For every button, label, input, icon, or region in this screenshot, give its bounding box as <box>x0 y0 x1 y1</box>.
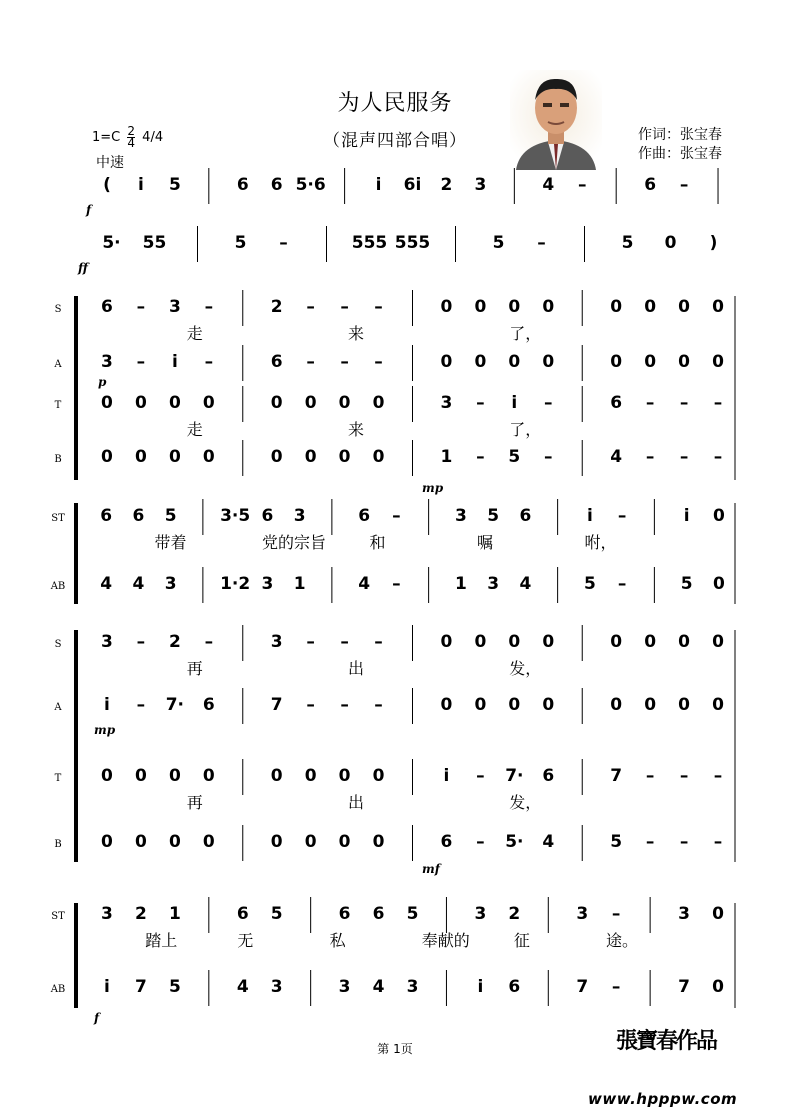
note: 555 <box>394 233 431 253</box>
tempo-marking: 中速 <box>96 155 124 171</box>
part-label-st: ST <box>51 911 65 922</box>
note: 0 <box>474 632 487 652</box>
note: – <box>392 506 401 526</box>
note: – <box>374 632 383 652</box>
note: – <box>679 832 689 852</box>
note: – <box>476 447 485 467</box>
part-label-t: T <box>54 773 62 784</box>
lyric: 了， <box>509 420 542 439</box>
note: 6i <box>403 175 422 195</box>
note: 4 <box>542 175 555 195</box>
note: – <box>136 352 146 372</box>
note: 0 <box>610 632 623 652</box>
note: 0 <box>372 447 385 467</box>
note: 0 <box>304 447 317 467</box>
note: i <box>104 695 110 715</box>
page-number: 第 1页 <box>377 1042 413 1056</box>
composer-seal: 張寶春作品 <box>616 1028 717 1054</box>
note: 7 <box>678 977 691 997</box>
note: 0 <box>270 832 283 852</box>
note: 4 <box>132 574 145 594</box>
lyric: 无 <box>237 931 254 950</box>
note: – <box>340 297 349 317</box>
note: – <box>374 695 383 715</box>
note: 2 <box>134 904 147 924</box>
note: 0 <box>101 766 113 786</box>
note: – <box>611 977 621 997</box>
note: 6 <box>100 506 113 526</box>
lyric: 嘱 <box>477 533 494 552</box>
note: 2 <box>440 175 453 195</box>
note: – <box>306 297 315 317</box>
lyric: 来 <box>348 324 365 343</box>
note: 0 <box>372 766 385 786</box>
note: 0 <box>168 447 181 467</box>
note: i <box>477 977 484 997</box>
note: 4 <box>610 447 623 467</box>
note: 0 <box>474 297 487 317</box>
note: – <box>544 447 553 467</box>
lyric: 出 <box>348 659 365 678</box>
dynamic-mark: ff <box>78 261 88 275</box>
key-prefix: 1=C <box>92 130 121 145</box>
note: 0 <box>202 447 215 467</box>
note: – <box>340 352 349 372</box>
note: – <box>136 632 146 652</box>
note: 5 <box>680 574 693 594</box>
note: 5 <box>270 904 283 924</box>
note: 0 <box>508 695 521 715</box>
note: – <box>204 632 214 652</box>
note: – <box>340 632 349 652</box>
note: – <box>645 766 655 786</box>
note: i <box>586 506 593 526</box>
note: 6 <box>610 393 623 413</box>
note: 0 <box>542 695 555 715</box>
note: – <box>713 766 723 786</box>
note: 0 <box>474 352 487 372</box>
lyric: 和 <box>369 533 386 552</box>
note: 0 <box>372 832 385 852</box>
note: 5 <box>508 447 521 467</box>
note: 3 <box>101 352 113 372</box>
note: 3 <box>168 297 181 317</box>
note: 2 <box>508 904 521 924</box>
note: ( <box>103 175 111 195</box>
note: – <box>204 297 214 317</box>
time-numerator: 2 <box>127 124 136 138</box>
note: 7· <box>505 766 524 786</box>
note: 0 <box>304 393 317 413</box>
note: – <box>713 393 723 413</box>
note: 3 <box>293 506 306 526</box>
dynamic-mark: p <box>98 375 107 389</box>
note: 0 <box>440 632 453 652</box>
note: 3·5 <box>220 506 251 526</box>
note: – <box>645 393 655 413</box>
system-bracket <box>74 630 78 862</box>
note: 7· <box>165 695 185 715</box>
lyric: 踏上 <box>145 931 178 950</box>
note: 4 <box>236 977 249 997</box>
note: – <box>392 574 401 594</box>
note: 0 <box>712 574 725 594</box>
note: 0 <box>678 297 691 317</box>
note: i <box>171 352 178 372</box>
note: 3 <box>576 904 589 924</box>
note: 5 <box>610 832 623 852</box>
note: – <box>204 352 214 372</box>
note: 0 <box>610 297 623 317</box>
part-label-s: S <box>54 639 62 650</box>
note: – <box>476 393 485 413</box>
note: 2 <box>270 297 283 317</box>
note: 3 <box>338 977 351 997</box>
note: 0 <box>712 977 724 997</box>
note: 3 <box>678 904 691 924</box>
note: 3 <box>440 393 453 413</box>
note: 6 <box>440 832 453 852</box>
note: 0 <box>270 447 283 467</box>
note: 0 <box>338 766 351 786</box>
note: – <box>306 695 315 715</box>
note: 5 <box>168 977 181 997</box>
note: 1 <box>168 904 181 924</box>
note: 0 <box>678 695 691 715</box>
note: ) <box>709 233 718 253</box>
note: 1 <box>293 574 306 594</box>
note: 7 <box>576 977 589 997</box>
lyric: 党的宗旨 <box>262 533 327 552</box>
lyric: 发， <box>509 659 542 678</box>
note: 6 <box>202 695 215 715</box>
note: 5· <box>102 233 121 253</box>
note: 0 <box>440 352 453 372</box>
part-label-b: B <box>54 839 62 850</box>
lyric: 走 <box>186 420 203 439</box>
note: 5 <box>234 233 247 253</box>
note: 0 <box>168 832 181 852</box>
note: 6 <box>270 175 283 195</box>
lyric: 了， <box>509 324 542 343</box>
note: 0 <box>644 297 657 317</box>
lyric: 征 <box>513 931 530 950</box>
note: – <box>136 297 146 317</box>
dynamic-mark: mp <box>422 481 444 495</box>
note: 6 <box>261 506 274 526</box>
note: 3 <box>406 977 419 997</box>
note: 5· <box>505 832 524 852</box>
note: – <box>645 832 655 852</box>
note: 1 <box>440 447 453 467</box>
note: – <box>577 175 587 195</box>
lyric: 发， <box>509 793 542 812</box>
system-bracket <box>74 503 78 604</box>
note: – <box>279 233 288 253</box>
note: 0 <box>644 695 657 715</box>
note: – <box>611 904 621 924</box>
note: i <box>138 175 144 195</box>
note: – <box>476 832 485 852</box>
note: 5 <box>492 233 505 253</box>
note: – <box>306 352 315 372</box>
part-label-st: ST <box>51 513 65 524</box>
note: 5 <box>406 904 419 924</box>
note: 5 <box>487 506 500 526</box>
note: 0 <box>508 352 521 372</box>
note: 0 <box>101 447 113 467</box>
note: – <box>136 695 146 715</box>
lyric: 私 <box>329 931 346 950</box>
note: 3 <box>164 574 177 594</box>
note: – <box>476 766 485 786</box>
note: 0 <box>712 695 724 715</box>
note: 0 <box>168 766 181 786</box>
note: 0 <box>542 297 555 317</box>
system-bracket <box>74 296 78 480</box>
lyric: 带着 <box>154 533 187 552</box>
note: 6 <box>270 352 283 372</box>
time-denominator: 4 <box>127 136 136 150</box>
note: 0 <box>304 832 317 852</box>
note: 7 <box>270 695 283 715</box>
lyric: 奉献的 <box>421 931 470 950</box>
note: 6 <box>542 766 555 786</box>
note: 0 <box>134 766 147 786</box>
note: 5 <box>621 233 634 253</box>
note: – <box>679 447 689 467</box>
note: 3 <box>270 977 283 997</box>
lyric: 途。 <box>606 931 639 950</box>
note: 0 <box>134 447 147 467</box>
note: 3 <box>261 574 274 594</box>
note: 555 <box>351 233 388 253</box>
note: 0 <box>664 233 677 253</box>
note: 5·6 <box>295 175 326 195</box>
note: 3 <box>270 632 283 652</box>
note: 0 <box>542 352 555 372</box>
note: 0 <box>338 447 351 467</box>
note: 6 <box>338 904 351 924</box>
note: 0 <box>134 393 147 413</box>
note: i <box>443 766 450 786</box>
note: 0 <box>474 695 487 715</box>
note: 6 <box>644 175 657 195</box>
note: – <box>617 574 627 594</box>
note: 0 <box>101 832 113 852</box>
dynamic-mark: mp <box>94 723 116 737</box>
note: 7 <box>134 977 147 997</box>
note: 4 <box>372 977 385 997</box>
note: 0 <box>372 393 385 413</box>
note: 0 <box>338 393 351 413</box>
lyric: 再 <box>186 793 203 812</box>
note: – <box>306 632 315 652</box>
note: 3 <box>474 175 487 195</box>
note: 1·2 <box>220 574 251 594</box>
note: 0 <box>270 766 283 786</box>
lyric: 走 <box>186 324 203 343</box>
note: 3 <box>474 904 487 924</box>
note: 4 <box>358 574 371 594</box>
note: 0 <box>270 393 283 413</box>
note: – <box>544 393 553 413</box>
note: 0 <box>712 506 725 526</box>
note: 0 <box>644 632 657 652</box>
composer-credit: 作曲：张宝春 <box>638 146 722 162</box>
note: – <box>537 233 546 253</box>
note: 4 <box>100 574 113 594</box>
note: 0 <box>712 904 724 924</box>
note: 2 <box>168 632 181 652</box>
part-label-b: B <box>54 454 62 465</box>
note: 6 <box>372 904 385 924</box>
note: – <box>679 766 689 786</box>
note: – <box>617 506 627 526</box>
note: 55 <box>142 233 167 253</box>
note: – <box>713 447 723 467</box>
note: – <box>374 297 383 317</box>
note: 0 <box>101 393 113 413</box>
note: 7 <box>610 766 623 786</box>
note: – <box>679 175 689 195</box>
note: 6 <box>236 175 249 195</box>
note: 4 <box>542 832 555 852</box>
note: 0 <box>440 695 453 715</box>
note: 3 <box>101 904 113 924</box>
note: 3 <box>101 632 113 652</box>
note: i <box>683 506 690 526</box>
note: 3 <box>487 574 500 594</box>
note: 0 <box>610 695 623 715</box>
note: 0 <box>610 352 623 372</box>
note: 6 <box>236 904 249 924</box>
site-watermark: www.hpppw.com <box>588 1090 738 1108</box>
note: 5 <box>583 574 596 594</box>
note: 0 <box>134 832 147 852</box>
score-title: 为人民服务 <box>337 91 453 116</box>
note: 0 <box>202 766 215 786</box>
note: – <box>374 352 383 372</box>
note: 4 <box>519 574 532 594</box>
note: 6 <box>358 506 371 526</box>
note: 0 <box>678 352 691 372</box>
note: 0 <box>542 632 555 652</box>
note: 5 <box>164 506 177 526</box>
part-label-ab: AB <box>50 984 66 995</box>
note: 0 <box>678 632 691 652</box>
part-label-a: A <box>54 702 62 713</box>
dynamic-mark: f <box>94 1011 100 1025</box>
note: – <box>340 695 349 715</box>
note: 6 <box>132 506 145 526</box>
dynamic-mark: f <box>86 203 92 217</box>
lyric: 来 <box>348 420 365 439</box>
part-label-t: T <box>54 400 62 411</box>
note: 6 <box>101 297 113 317</box>
note: 0 <box>712 632 724 652</box>
score-subtitle: （混声四部合唱） <box>323 131 467 151</box>
note: 0 <box>202 393 215 413</box>
note: 0 <box>508 632 521 652</box>
lyricist-credit: 作词：张宝春 <box>638 127 722 143</box>
note: 0 <box>712 352 724 372</box>
note: 0 <box>304 766 317 786</box>
note: 0 <box>508 297 521 317</box>
note: – <box>713 832 723 852</box>
part-label-s: S <box>54 304 62 315</box>
note: 0 <box>440 297 453 317</box>
system-bracket <box>74 903 78 1008</box>
note: i <box>511 393 518 413</box>
note: 0 <box>338 832 351 852</box>
lyric: 咐， <box>584 533 617 552</box>
dynamic-mark: mf <box>422 862 440 876</box>
note: – <box>679 393 689 413</box>
note: 1 <box>454 574 467 594</box>
note: 3 <box>454 506 467 526</box>
note: 0 <box>712 297 724 317</box>
note: i <box>375 175 382 195</box>
note: 6 <box>508 977 521 997</box>
note: 5 <box>168 175 181 195</box>
note: 6 <box>519 506 532 526</box>
time-alt: 4/4 <box>142 130 164 145</box>
part-label-ab: AB <box>50 581 66 592</box>
lyric: 再 <box>186 659 203 678</box>
part-label-a: A <box>54 359 62 370</box>
note: i <box>104 977 110 997</box>
lyric: 出 <box>348 793 365 812</box>
note: 0 <box>202 832 215 852</box>
note: 0 <box>644 352 657 372</box>
note: 0 <box>168 393 181 413</box>
note: – <box>645 447 655 467</box>
